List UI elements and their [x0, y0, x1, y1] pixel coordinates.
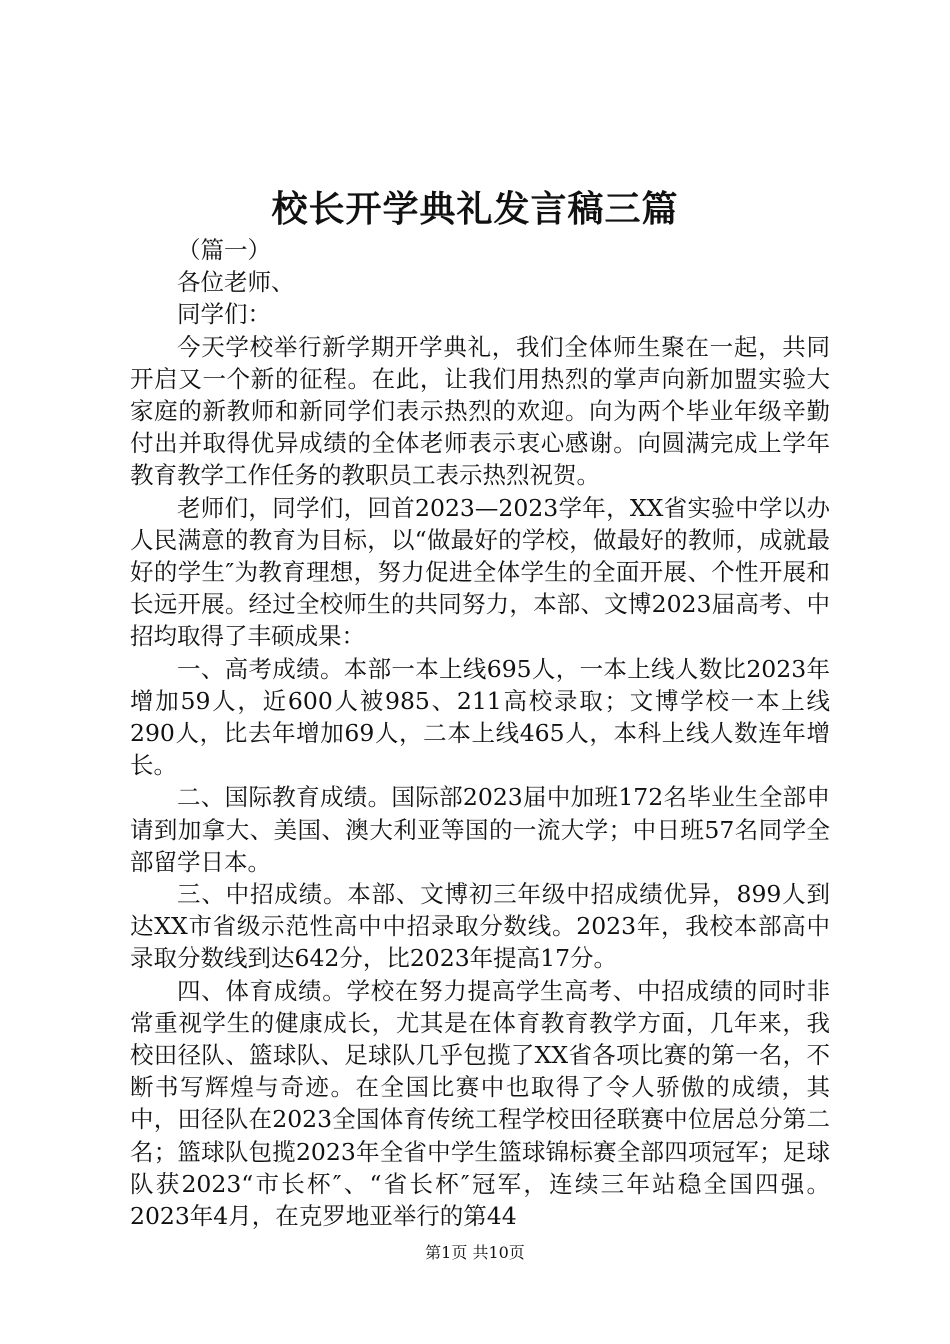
paragraph-review: 老师们，同学们，回首2023—2023学年，XX省实验中学以办人民满意的教育为目标，以“做最好的学校，做最好的教师，成就最好的学生″为教育理想，努力促进全体学生的全面开展、个性开展和长远开展。经过全校师生的共同努力，本部、文博2023届高考、中招均取得了丰硕成果： — [130, 493, 830, 651]
document-title: 校长开学典礼发言稿三篇 — [271, 188, 679, 230]
paragraph-welcome: 今天学校举行新学期开学典礼，我们全体师生聚在一起，共同开启又一个新的征程。在此，让我们用热烈的掌声向新加盟实验大家庭的新教师和新同学们表示热烈的欢迎。向为两个毕业年级辛勤付出并取得优异成绩的全体老师表示衷心感谢。向圆满完成上学年教育教学工作任务的教职员工表示热烈祝贺。 — [130, 332, 830, 490]
salutation-teachers: 各位老师、 — [177, 268, 295, 297]
salutation-students: 同学们： — [177, 300, 271, 329]
paragraph-gaokao: 一、高考成绩。本部一本上线695人，一本上线人数比2023年增加59人，近600人被985、211高校录取；文博学校一本上线290人，比去年增加69人，二本上线465人，本科上线人数连年增长。 — [130, 654, 830, 780]
paragraph-international: 二、国际教育成绩。国际部2023届中加班172名毕业生全部申请到加拿大、美国、澳大利亚等国的一流大学；中日班57名同学全部留学日本。 — [130, 783, 830, 876]
paragraph-sports: 四、体育成绩。学校在努力提高学生高考、中招成绩的同时非常重视学生的健康成长，尤其是在体育教育教学方面，几年来，我校田径队、篮球队、足球队几乎包揽了XX省各项比赛的第一名，不断书写辉煌与奇迹。在全国比赛中也取得了令人骄傲的成绩，其中，田径队在2023全国体育传统工程学校田径联赛中位居总分第二名；篮球队包揽2023年全省中学生篮球锦标赛全部四项冠军；足球队获2023“市长杯″、“省长杯″冠军，连续三年站稳全国四强。2023年4月，在克罗地亚举行的第44 — [130, 976, 830, 1231]
page-footer: 第1页 共10页 — [425, 1243, 525, 1262]
section-heading: （篇一） — [177, 236, 271, 264]
paragraph-zhongzhao: 三、中招成绩。本部、文博初三年级中招成绩优异，899人到达XX市省级示范性高中中招录取分数线。2023年，我校本部高中录取分数线到达642分，比2023年提高17分。 — [130, 880, 830, 973]
document-body — [130, 234, 830, 1232]
